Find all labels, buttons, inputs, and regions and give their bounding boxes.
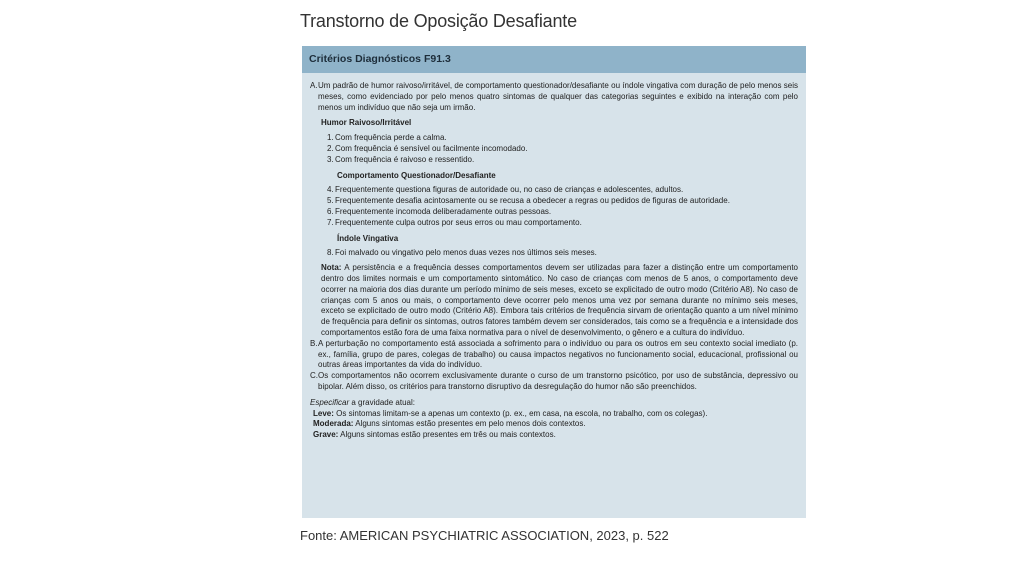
group-heading-humor: Humor Raivoso/Irritável	[321, 118, 412, 128]
list-item: 4. Frequentemente questiona figuras de autoridade ou, no caso de crianças e adolescentes, adultos.	[327, 185, 684, 195]
list-item: 1. Com frequência perde a calma.	[327, 133, 447, 143]
page-title: Transtorno de Oposição Desafiante	[300, 11, 577, 31]
severity-level: Moderada: Alguns sintomas estão presentes em pelo menos dois contextos.	[313, 419, 586, 429]
criterion-c	[310, 371, 798, 393]
group-heading-comportamento: Comportamento Questionador/Desafiante	[337, 170, 496, 180]
severity-specifier	[310, 398, 798, 409]
group-items-comportamento	[310, 185, 798, 228]
note-paragraph	[310, 263, 798, 339]
criterion-a-text: Um padrão de humor raivoso/irritável, de comportamento questionador/desafiante ou índole vingativa com duração de pelo menos seis meses, como evidenciado por pelo menos quatro sintomas de qualquer das categorias seguintes e exibido na interação com pelo menos um indivíduo que não seja um irmão.	[318, 81, 798, 112]
group-items-indole	[310, 248, 798, 259]
source-caption: Fonte: AMERICAN PSYCHIATRIC ASSOCIATION, 2023, p. 522	[300, 528, 669, 543]
severity-level: Grave: Alguns sintomas estão presentes em três ou mais contextos.	[313, 430, 556, 440]
note-label: Nota:	[321, 263, 342, 273]
criterion-c-marker: C.	[310, 371, 318, 381]
severity-label-italic: Especificar	[310, 397, 350, 407]
list-item: 3. Com frequência é raivoso e ressentido.	[327, 154, 475, 164]
list-item: 2. Com frequência é sensível ou facilmente incomodado.	[327, 143, 528, 153]
list-item: 6. Frequentemente incomoda deliberadamente outras pessoas.	[327, 206, 552, 216]
criteria-panel	[302, 46, 806, 518]
panel-header: Critérios Diagnósticos F91.3	[302, 46, 806, 73]
severity-label-rest: a gravidade atual:	[351, 397, 415, 407]
criterion-a-marker: A.	[310, 81, 318, 90]
group-heading-indole: Índole Vingativa	[337, 233, 399, 243]
list-item: 8. Foi malvado ou vingativo pelo menos duas vezes nos últimos seis meses.	[327, 248, 597, 258]
criterion-b-text: A perturbação no comportamento está associada a sofrimento para o indivíduo ou para os outros em seu contexto social imediato (p. ex., família, grupo de pares, colegas de trabalho) ou causa impactos negativos no funcionamento social, educacional, profissional ou outras áreas importantes da vida do indivíduo.	[318, 338, 798, 370]
criterion-b	[310, 339, 798, 371]
criterion-a	[310, 81, 798, 113]
criteria-content	[302, 73, 806, 441]
criterion-c-text: Os comportamentos não ocorrem exclusivamente durante o curso de um transtorno psicótico, por uso de substância, depressivo ou bipolar. Além disso, os critérios para transtorno disruptivo da desregulação do humor não são preenchidos.	[318, 371, 798, 391]
criterion-b-marker: B.	[310, 338, 318, 348]
group-items-humor	[310, 133, 798, 165]
list-item: 7. Frequentemente culpa outros por seus erros ou mau comportamento.	[327, 217, 582, 227]
severity-level: Leve: Os sintomas limitam-se a apenas um contexto (p. ex., em casa, na escola, no trabalho, com os colegas).	[313, 408, 708, 418]
list-item: 5. Frequentemente desafia acintosamente ou se recusa a obedecer a regras ou pedidos de figuras de autoridade.	[327, 196, 730, 206]
note-text: A persistência e a frequência desses comportamentos devem ser utilizadas para fazer a distinção entre um comportamento dentro dos limites normais e um comportamento sintomático. No caso de crianças com menos de 5 anos, o comportamento deve ocorrer na maioria dos dias durante um período mínimo de seis meses, exceto se explicitado de outro modo (Critério A8). No caso de crianças com 5 anos ou mais, o comportamento deve ocorrer pelo menos uma vez por semana durante no mínimo seis meses, exceto se explicitado de outro modo (Critério A8). Embora tais critérios de frequência sirvam de orientação quanto a um nível mínimo de frequência para definir os sintomas, outros fatores também devem ser considerados, tais como se a frequência e a intensidade dos comportamentos estão fora de uma faixa normativa para o nível de desenvolvimento, o gênero e a cultura do indivíduo.	[321, 263, 798, 337]
